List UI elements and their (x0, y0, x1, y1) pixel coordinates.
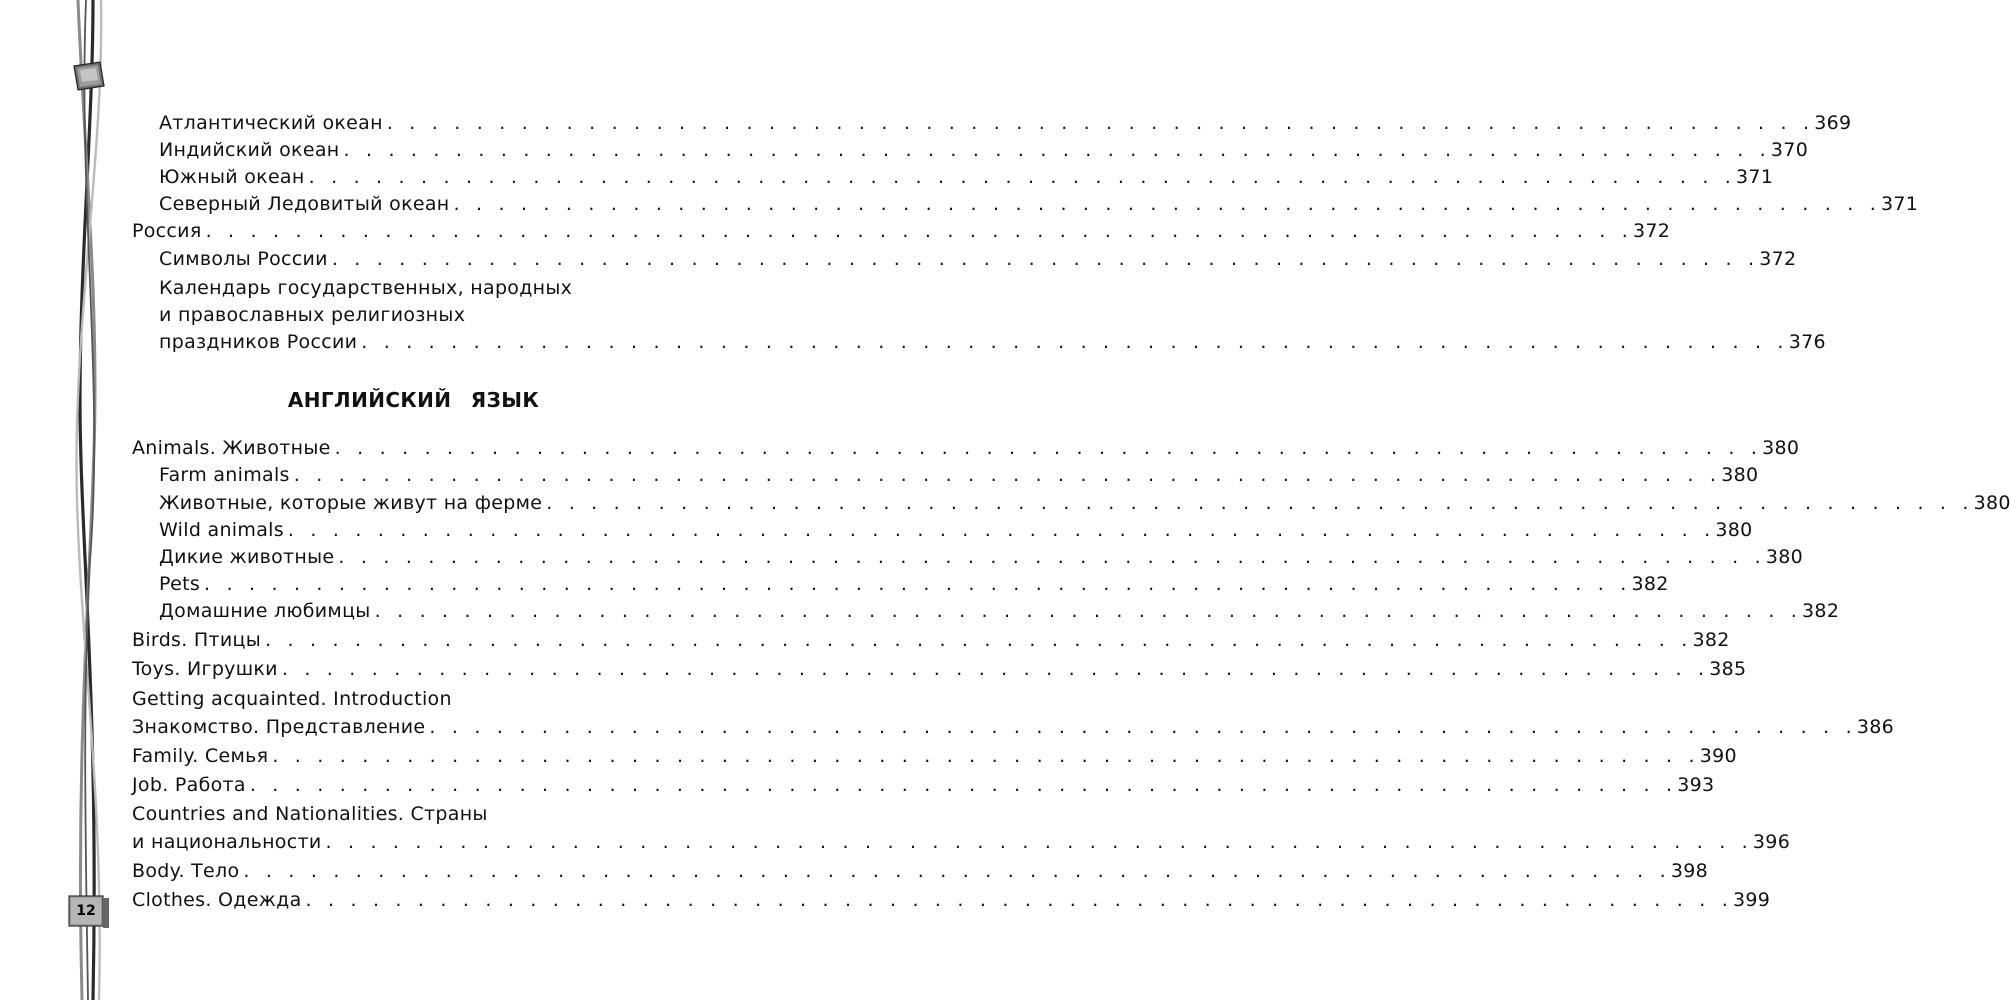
toc-entry-title: Атлантический океан (159, 112, 383, 134)
toc-entry-page: 396 (1752, 831, 1791, 853)
toc-entry-page: 372 (1759, 248, 1797, 270)
toc-entry-title: Pets (159, 573, 201, 595)
dot-leader: . . . . . . . . . . . . . . . . . . . . . . . . . . . . . . . . . . . . . . . . . . . . . . . . . . . . . . . . . . . . . . . . (272, 745, 1700, 767)
toc-entry-page: 382 (1692, 629, 1730, 651)
toc-entry-title: Южный океан (159, 166, 305, 188)
toc-entry-page: 382 (1631, 573, 1669, 595)
decorative-wire-border (0, 0, 130, 1000)
dot-leader: . . . . . . . . . . . . . . . . . . . . . . . . . . . . . . . . . . . . . . . . . . . . . . . . . . . . . . . . . . . . . . . . (338, 546, 1766, 568)
toc-entry (132, 772, 1715, 799)
toc-entry-page: 380 (1715, 519, 1753, 541)
section-title: АНГЛИЙСКИЙ ЯЗЫК (287, 388, 540, 412)
toc-entry (159, 302, 695, 329)
toc-entry (159, 191, 1919, 218)
dot-leader: . . . . . . . . . . . . . . . . . . . . . . . . . . . . . . . . . . . . . . . . . . . . . . . . . . . . . . . . . . . . . . . . (305, 889, 1733, 911)
toc-entry-page: 371 (1880, 193, 1919, 215)
dot-leader: . . . . . . . . . . . . . . . . . . . . . . . . . . . . . . . . . . . . . . . . . . . . . . . . . . . . . . . . . . . . . . . . (429, 716, 1857, 738)
dot-leader: . . . . . . . . . . . . . . . . . . . . . . . . . . . . . . . . . . . . . . . . . . . . . . . . . . . . . . . . . . . . . . . . (265, 629, 1693, 651)
toc-entry-page: 398 (1670, 860, 1709, 882)
dot-leader: . . . . . . . . . . . . . . . . . . . . . . . . . . . . . . . . . . . . . . . . . . . . . . . . . . . . . . . . . . . . . . . . (287, 519, 1716, 541)
toc-entry (159, 544, 1804, 571)
dot-leader: . . . . . . . . . . . . . . . . . . . . . . . . . . . . . . . . . . . . . . . . . . . . . . . . . . . . . . . . . . . . . . . . (361, 331, 1789, 353)
toc-entry-title: Wild animals (159, 519, 284, 541)
toc-entry (159, 137, 1809, 164)
dot-leader: . . . . . . . . . . . . . . . . . . . . . . . . . . . . . . . . . . . . . . . . . . . . . . . . . . . . . . . . . . . . . . . . (386, 112, 1815, 134)
toc-entry-page: 380 (1765, 546, 1804, 568)
toc-entry (132, 887, 1771, 914)
dot-leader: . . . . . . . . . . . . . . . . . . . . . . . . . . . . . . . . . . . . . . . . . . . . . . . . . . . . . . . . . . . . . . . . (204, 573, 1632, 595)
toc-entry-page: 399 (1732, 889, 1771, 911)
dot-leader: . . . . . . . . . . . . . . . . . . . . . . . . . . . . . . . . . . . . . . . . . . . . . . . . . . . . . . . . . . . . . . . . (343, 139, 1771, 161)
toc-entry (159, 490, 2011, 517)
toc-entry (159, 462, 1759, 489)
toc-entry-page: 369 (1814, 112, 1852, 134)
toc-entry (132, 435, 1800, 462)
toc-entry-title: Дикие животные (159, 546, 335, 568)
toc-entry-title: и национальности (132, 831, 322, 853)
toc-entry (132, 829, 1791, 856)
toc-entry-title: Getting acquainted. Introduction (132, 688, 452, 710)
toc-entry-title: и православных религиозных (159, 304, 466, 326)
toc-entry-page: 393 (1677, 774, 1715, 796)
page-number: 12 (76, 903, 96, 919)
toc-entry (159, 598, 1840, 625)
toc-entry-title: Toys. Игрушки (132, 658, 278, 680)
toc-entry-title: Домашние любимцы (159, 600, 371, 622)
toc-entry (159, 571, 1669, 598)
dot-leader: . . . . . . . . . . . . . . . . . . . . . . . . . . . . . . . . . . . . . . . . . . . . . . . . . . . . . . . . . . . . . . . . (546, 492, 1974, 514)
toc-entry-title: Индийский океан (159, 139, 340, 161)
toc-entry (132, 801, 695, 828)
toc-entry-title: Body. Тело (132, 860, 240, 882)
toc-entry (132, 686, 695, 713)
toc-entry-title: праздников России (159, 331, 358, 353)
toc-entry-page: 380 (1762, 437, 1800, 459)
dot-leader: . . . . . . . . . . . . . . . . . . . . . . . . . . . . . . . . . . . . . . . . . . . . . . . . . . . . . . . . . . . . . . . . (331, 248, 1760, 270)
dot-leader: . . . . . . . . . . . . . . . . . . . . . . . . . . . . . . . . . . . . . . . . . . . . . . . . . . . . . . . . . . . . . . . . (334, 437, 1763, 459)
toc-entry-title: Знакомство. Представление (132, 716, 426, 738)
toc-entry-page: 370 (1770, 139, 1809, 161)
toc-entry (132, 218, 1671, 245)
dot-leader: . . . . . . . . . . . . . . . . . . . . . . . . . . . . . . . . . . . . . . . . . . . . . . . . . . . . . . . . . . . . . . . . (205, 220, 1633, 242)
toc-entry (159, 110, 1852, 137)
dot-leader: . . . . . . . . . . . . . . . . . . . . . . . . . . . . . . . . . . . . . . . . . . . . . . . . . . . . . . . . . . . . . . . . (374, 600, 1803, 622)
toc-entry (159, 517, 1753, 544)
toc-entry-title: Clothes. Одежда (132, 889, 302, 911)
toc-entry-page: 376 (1788, 331, 1826, 353)
toc-entry (132, 743, 1737, 770)
dot-leader: . . . . . . . . . . . . . . . . . . . . . . . . . . . . . . . . . . . . . . . . . . . . . . . . . . . . . . . . . . . . . . . . (453, 193, 1881, 215)
toc-entry-page: 386 (1856, 716, 1895, 738)
toc-entry-title: Россия (132, 220, 202, 242)
toc-entry (159, 275, 695, 302)
toc-entry-page: 380 (1721, 464, 1759, 486)
toc-entry-page: 390 (1699, 745, 1737, 767)
toc-entry-title: Символы России (159, 248, 328, 270)
toc-entry (132, 627, 1730, 654)
dot-leader: . . . . . . . . . . . . . . . . . . . . . . . . . . . . . . . . . . . . . . . . . . . . . . . . . . . . . . . . . . . . . . . . (308, 166, 1737, 188)
toc-entry (159, 329, 1826, 356)
toc-entry-title: Животные, которые живут на ферме (159, 492, 543, 514)
toc-entry (159, 246, 1797, 273)
toc-entry-title: Birds. Птицы (132, 629, 262, 651)
toc-entry-title: Северный Ледовитый океан (159, 193, 450, 215)
dot-leader: . . . . . . . . . . . . . . . . . . . . . . . . . . . . . . . . . . . . . . . . . . . . . . . . . . . . . . . . . . . . . . . . (325, 831, 1753, 853)
toc-entry (132, 656, 1747, 683)
table-of-contents (132, 0, 2011, 1000)
toc-entry-title: Job. Работа (132, 774, 246, 796)
toc-entry-title: Countries and Nationalities. Страны (132, 803, 488, 825)
toc-entry (159, 164, 1774, 191)
toc-entry-page: 371 (1736, 166, 1774, 188)
toc-entry-title: Family. Семья (132, 745, 269, 767)
dot-leader: . . . . . . . . . . . . . . . . . . . . . . . . . . . . . . . . . . . . . . . . . . . . . . . . . . . . . . . . . . . . . . . . (249, 774, 1678, 796)
toc-entry-page: 372 (1633, 220, 1671, 242)
dot-leader: . . . . . . . . . . . . . . . . . . . . . . . . . . . . . . . . . . . . . . . . . . . . . . . . . . . . . . . . . . . . . . . . (293, 464, 1722, 486)
toc-entry-title: Animals. Животные (132, 437, 331, 459)
dot-leader: . . . . . . . . . . . . . . . . . . . . . . . . . . . . . . . . . . . . . . . . . . . . . . . . . . . . . . . . . . . . . . . . (243, 860, 1671, 882)
toc-entry (132, 858, 1709, 885)
toc-entry-title: Календарь государственных, народных (159, 277, 573, 299)
toc-entry-page: 380 (1973, 492, 2011, 514)
toc-entry-page: 385 (1709, 658, 1747, 680)
toc-entry (132, 714, 1895, 741)
square-bead-icon (74, 62, 104, 90)
toc-entry-title: Farm animals (159, 464, 290, 486)
toc-entry-page: 382 (1802, 600, 1840, 622)
dot-leader: . . . . . . . . . . . . . . . . . . . . . . . . . . . . . . . . . . . . . . . . . . . . . . . . . . . . . . . . . . . . . . . . (281, 658, 1710, 680)
